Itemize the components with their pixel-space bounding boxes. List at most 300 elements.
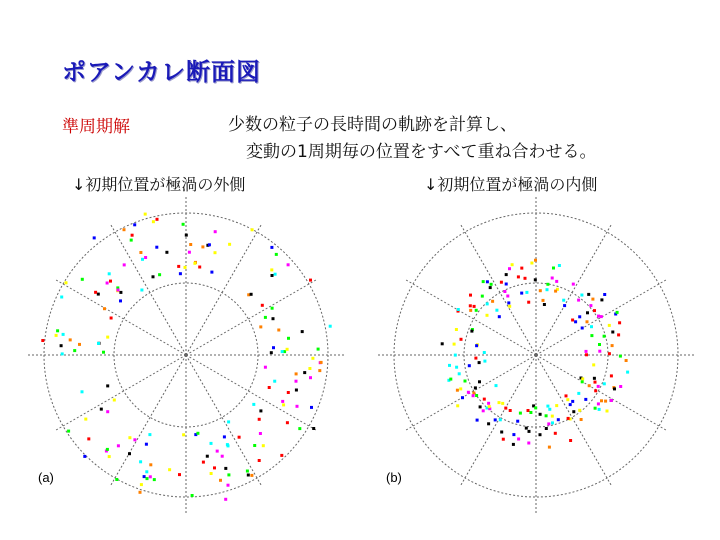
trajectory-point (578, 315, 581, 318)
trajectory-point (597, 385, 600, 388)
trajectory-point (188, 251, 191, 254)
trajectory-point (152, 220, 155, 223)
trajectory-point (109, 280, 112, 283)
trajectory-point (587, 293, 590, 296)
trajectory-point (539, 433, 542, 436)
trajectory-point (520, 267, 523, 270)
trajectory-point (581, 380, 584, 383)
trajectory-point (474, 386, 477, 389)
trajectory-point (618, 321, 621, 324)
trajectory-point (67, 430, 70, 433)
trajectory-point (543, 303, 546, 306)
trajectory-point (482, 280, 485, 283)
trajectory-point (441, 342, 444, 345)
trajectory-point (580, 294, 583, 297)
trajectory-point (133, 223, 136, 226)
trajectory-point (552, 267, 555, 270)
trajectory-point (586, 320, 589, 323)
trajectory-point (303, 371, 306, 374)
trajectory-point (100, 408, 103, 411)
trajectory-point (219, 479, 222, 482)
trajectory-point (483, 398, 486, 401)
radial-line (406, 355, 536, 430)
trajectory-point (106, 448, 109, 451)
trajectory-point (581, 377, 584, 380)
trajectory-point (626, 371, 629, 374)
slide-title: ポアンカレ断面図 (62, 58, 262, 86)
trajectory-point (97, 342, 100, 345)
trajectory-point (475, 394, 478, 397)
trajectory-point (478, 380, 481, 383)
trajectory-point (590, 325, 593, 328)
trajectory-point (224, 467, 227, 470)
trajectory-point (603, 293, 606, 296)
trajectory-point (530, 262, 533, 265)
trajectory-point (574, 320, 577, 323)
trajectory-point (296, 405, 299, 408)
trajectory-point (459, 387, 462, 390)
trajectory-point (534, 406, 537, 409)
trajectory-point (458, 372, 461, 375)
trajectory-point (472, 394, 475, 397)
trajectory-point (569, 403, 572, 406)
trajectory-point (608, 352, 611, 355)
poincare-plot-outside (16, 190, 356, 530)
trajectory-point (287, 337, 290, 340)
trajectory-point (468, 364, 471, 367)
trajectory-point (156, 218, 159, 221)
trajectory-point (546, 288, 549, 291)
trajectory-point (507, 301, 510, 304)
trajectory-point (94, 291, 97, 294)
trajectory-point (453, 343, 456, 346)
trajectory-point (604, 400, 607, 403)
trajectory-point (208, 243, 211, 246)
trajectory-point (508, 305, 511, 308)
trajectory-point (295, 372, 298, 375)
trajectory-point (476, 419, 479, 422)
trajectory-point (106, 336, 109, 339)
trajectory-point (464, 380, 467, 383)
trajectory-point (102, 351, 105, 354)
trajectory-point (486, 280, 489, 283)
trajectory-point (250, 293, 253, 296)
trajectory-point (491, 300, 494, 303)
trajectory-point (65, 281, 68, 284)
trajectory-point (594, 389, 597, 392)
panel-tag-a: (a) (38, 470, 54, 485)
trajectory-point (295, 389, 298, 392)
trajectory-point (158, 273, 161, 276)
radial-line (461, 355, 536, 485)
trajectory-point (483, 351, 486, 354)
trajectory-point (145, 443, 148, 446)
trajectory-point (555, 280, 558, 283)
trajectory-point (469, 294, 472, 297)
trajectory-point (320, 361, 323, 364)
trajectory-point (548, 408, 551, 411)
trajectory-point (312, 427, 315, 430)
trajectory-point (569, 439, 572, 442)
trajectory-point (252, 403, 255, 406)
trajectory-point (505, 283, 508, 286)
trajectory-point (516, 420, 519, 423)
trajectory-point (81, 278, 84, 281)
trajectory-point (210, 442, 213, 445)
trajectory-point (554, 432, 557, 435)
poincare-plot-inside (366, 190, 706, 530)
radial-line (406, 280, 536, 355)
trajectory-point (119, 291, 122, 294)
trajectory-point (221, 455, 224, 458)
trajectory-point (527, 301, 530, 304)
trajectory-point (61, 352, 64, 355)
trajectory-point (454, 354, 457, 357)
trajectory-point (271, 274, 274, 277)
trajectory-point (498, 315, 501, 318)
trajectory-point (508, 267, 511, 270)
trajectory-point (93, 236, 96, 239)
trajectory-point (577, 299, 580, 302)
caption-inside: ↓初期位置が極渦の内側 (424, 175, 598, 194)
trajectory-point (594, 407, 597, 410)
trajectory-point (84, 418, 87, 421)
trajectory-point (259, 409, 262, 412)
trajectory-point (329, 325, 332, 328)
trajectory-point (469, 304, 472, 307)
trajectory-point (498, 401, 501, 404)
trajectory-point (106, 384, 109, 387)
trajectory-point (487, 402, 490, 405)
trajectory-point (182, 223, 185, 226)
trajectory-point (153, 478, 156, 481)
trajectory-point (542, 299, 545, 302)
trajectory-point (246, 470, 249, 473)
trajectory-point (472, 392, 475, 395)
trajectory-point (598, 350, 601, 353)
trajectory-point (108, 455, 111, 458)
trajectory-point (273, 380, 276, 383)
trajectory-point (489, 286, 492, 289)
trajectory-point (593, 377, 596, 380)
trajectory-point (115, 478, 118, 481)
trajectory-point (548, 446, 551, 449)
trajectory-point (455, 328, 458, 331)
trajectory-point (198, 266, 201, 269)
radial-line (536, 355, 611, 485)
trajectory-point (600, 315, 603, 318)
trajectory-point (309, 376, 312, 379)
trajectory-point (611, 344, 614, 347)
trajectory-point (487, 422, 490, 425)
trajectory-point (268, 386, 271, 389)
trajectory-point (146, 477, 149, 480)
trajectory-point (520, 292, 523, 295)
trajectory-point (473, 305, 476, 308)
trajectory-point (56, 329, 59, 332)
trajectory-point (504, 407, 507, 410)
trajectory-point (591, 298, 594, 301)
trajectory-point (456, 404, 459, 407)
trajectory-point (577, 392, 580, 395)
trajectory-point (610, 399, 613, 402)
trajectory-point (567, 417, 570, 420)
trajectory-point (551, 277, 554, 280)
trajectory-point (123, 263, 126, 266)
trajectory-point (281, 400, 284, 403)
trajectory-point (586, 311, 589, 314)
trajectory-point (298, 427, 301, 430)
trajectory-point (603, 335, 606, 338)
trajectory-point (481, 295, 484, 298)
trajectory-point (191, 494, 194, 497)
trajectory-point (264, 316, 267, 319)
trajectory-point (455, 366, 458, 369)
trajectory-point (571, 400, 574, 403)
trajectory-point (588, 384, 591, 387)
trajectory-point (280, 454, 283, 457)
trajectory-point (262, 444, 265, 447)
trajectory-point (486, 302, 489, 305)
trajectory-point (584, 398, 587, 401)
trajectory-point (55, 334, 58, 337)
trajectory-point (490, 283, 493, 286)
trajectory-point (590, 334, 593, 337)
trajectory-point (258, 459, 261, 462)
trajectory-point (475, 344, 478, 347)
radial-line (186, 355, 316, 430)
trajectory-point (144, 256, 147, 259)
trajectory-point (123, 228, 126, 231)
trajectory-point (617, 333, 620, 336)
trajectory-point (287, 391, 290, 394)
trajectory-point (133, 438, 136, 441)
trajectory-point (184, 266, 187, 269)
trajectory-point (598, 408, 601, 411)
trajectory-point (270, 351, 273, 354)
trajectory-point (585, 350, 588, 353)
trajectory-point (272, 346, 275, 349)
trajectory-point (572, 410, 575, 413)
trajectory-point (580, 418, 583, 421)
trajectory-point (152, 275, 155, 278)
trajectory-point (119, 299, 122, 302)
trajectory-point (600, 298, 603, 301)
trajectory-point (519, 412, 522, 415)
trajectory-point (81, 390, 84, 393)
trajectory-point (130, 239, 133, 242)
trajectory-point (589, 304, 592, 307)
trajectory-point (318, 369, 321, 372)
trajectory-point (149, 475, 152, 478)
trajectory-point (495, 309, 498, 312)
trajectory-point (196, 432, 199, 435)
trajectory-point (482, 409, 485, 412)
trajectory-point (286, 348, 289, 351)
trajectory-point (60, 296, 63, 299)
trajectory-point (210, 271, 213, 274)
trajectory-point (512, 433, 515, 436)
trajectory-point (216, 450, 219, 453)
trajectory-point (272, 317, 275, 320)
trajectory-point (128, 436, 131, 439)
trajectory-point (286, 421, 289, 424)
section-label: 準周期解 (62, 117, 130, 137)
trajectory-point (103, 307, 106, 310)
trajectory-point (597, 402, 600, 405)
caption-outside: ↓初期位置が極渦の外側 (72, 175, 246, 194)
trajectory-point (73, 349, 76, 352)
trajectory-point (274, 273, 277, 276)
trajectory-point (106, 410, 109, 413)
trajectory-point (214, 251, 217, 254)
trajectory-point (539, 289, 542, 292)
trajectory-point (539, 413, 542, 416)
trajectory-point (597, 315, 600, 318)
trajectory-point (616, 311, 619, 314)
trajectory-point (117, 289, 120, 292)
trajectory-point (110, 317, 113, 320)
trajectory-point (581, 327, 584, 330)
trajectory-point (144, 213, 147, 216)
trajectory-point (311, 357, 314, 360)
trajectory-point (572, 283, 575, 286)
trajectory-point (210, 472, 213, 475)
trajectory-point (571, 319, 574, 322)
trajectory-point (177, 265, 180, 268)
radial-line (186, 280, 316, 355)
trajectory-point (281, 350, 284, 353)
trajectory-point (619, 385, 622, 388)
trajectory-point (505, 273, 508, 276)
trajectory-point (139, 491, 142, 494)
trajectory-point (557, 418, 560, 421)
trajectory-point (461, 396, 464, 399)
trajectory-point (228, 243, 231, 246)
trajectory-point (148, 433, 151, 436)
trajectory-point (131, 234, 134, 237)
trajectory-point (178, 473, 181, 476)
trajectory-point (525, 427, 528, 430)
trajectory-point (467, 391, 470, 394)
trajectory-point (202, 461, 205, 464)
trajectory-point (608, 324, 611, 327)
trajectory-point (578, 409, 581, 412)
trajectory-point (625, 359, 628, 362)
trajectory-point (139, 460, 142, 463)
trajectory-point (534, 259, 537, 262)
trajectory-point (534, 278, 537, 281)
trajectory-point (182, 433, 185, 436)
trajectory-point (494, 418, 497, 421)
trajectory-point (546, 283, 549, 286)
trajectory-point (282, 403, 285, 406)
trajectory-point (563, 304, 566, 307)
panel-tag-b: (b) (386, 470, 402, 485)
trajectory-point (261, 304, 264, 307)
trajectory-point (551, 415, 554, 418)
trajectory-point (253, 444, 256, 447)
trajectory-point (500, 431, 503, 434)
trajectory-point (558, 264, 561, 267)
trajectory-point (469, 309, 472, 312)
trajectory-point (213, 466, 216, 469)
trajectory-point (140, 483, 143, 486)
trajectory-point (78, 343, 81, 346)
trajectory-point (87, 437, 90, 440)
trajectory-point (227, 484, 230, 487)
trajectory-point (610, 374, 613, 377)
description-line-1: 少数の粒子の長時間の軌跡を計算し、 (228, 115, 517, 135)
trajectory-point (113, 399, 116, 402)
trajectory-point (593, 309, 596, 312)
trajectory-point (619, 355, 622, 358)
trajectory-point (509, 409, 512, 412)
trajectory-point (259, 432, 262, 435)
trajectory-point (517, 438, 520, 441)
trajectory-point (511, 263, 514, 266)
trajectory-point (193, 262, 196, 265)
trajectory-point (525, 291, 528, 294)
trajectory-point (179, 272, 182, 275)
description-line-2: 変動の1周期毎の位置をすべて重ね合わせる。 (246, 142, 597, 162)
trajectory-point (611, 331, 614, 334)
trajectory-point (270, 246, 273, 249)
trajectory-point (238, 436, 241, 439)
trajectory-point (527, 442, 530, 445)
trajectory-point (448, 364, 451, 367)
trajectory-point (251, 228, 254, 231)
radial-line (186, 355, 261, 485)
radial-line (536, 355, 666, 430)
trajectory-point (545, 414, 548, 417)
trajectory-point (551, 421, 554, 424)
trajectory-point (546, 405, 549, 408)
trajectory-point (185, 234, 188, 237)
trajectory-point (227, 473, 230, 476)
trajectory-point (555, 404, 558, 407)
trajectory-point (264, 366, 267, 369)
radial-line (461, 225, 536, 355)
trajectory-point (301, 330, 304, 333)
trajectory-point (165, 251, 168, 254)
trajectory-point (554, 290, 557, 293)
trajectory-point (83, 455, 86, 458)
trajectory-point (117, 444, 120, 447)
trajectory-point (206, 455, 209, 458)
trajectory-point (149, 463, 152, 466)
radial-line (111, 225, 186, 355)
trajectory-point (529, 411, 532, 414)
trajectory-point (475, 309, 478, 312)
trajectory-point (41, 339, 44, 342)
trajectory-point (277, 329, 280, 332)
trajectory-point (547, 422, 550, 425)
trajectory-point (456, 389, 459, 392)
trajectory-point (317, 348, 320, 351)
trajectory-point (309, 279, 312, 282)
trajectory-point (214, 230, 217, 233)
trajectory-point (566, 398, 569, 401)
trajectory-point (224, 498, 227, 501)
trajectory-point (141, 258, 144, 261)
trajectory-point (145, 470, 148, 473)
trajectory-point (139, 251, 142, 254)
trajectory-point (189, 243, 192, 246)
trajectory-point (69, 338, 72, 341)
radial-line (111, 355, 186, 485)
trajectory-point (524, 277, 527, 280)
